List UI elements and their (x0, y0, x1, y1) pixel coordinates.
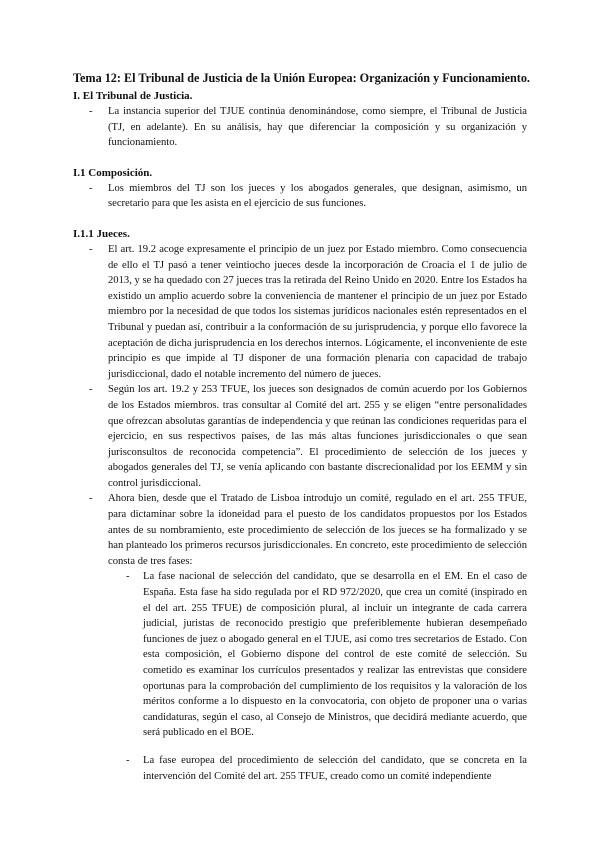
bullet-dash: - (89, 493, 93, 505)
sub-list-item (73, 753, 527, 784)
paragraph-text: La instancia superior del TJUE continúa denominándose, como siempre, el Tribunal de Justicia (TJ, en adelante). En su análisis, hay que diferenciar la composición y su organización y funcionamiento. (108, 106, 527, 149)
bullet-dash: - (89, 384, 93, 396)
list-item (73, 104, 527, 151)
paragraph-text: Ahora bien, desde que el Tratado de Lisboa introdujo un comité, regulado en el art. 255 TFUE, para dictaminar sobre la idoneidad para el puesto de los candidatos propuestos por los Estados antes de su nombramiento, este procedimiento de selección de los jueces se ha formalizado y se han planteado los primeros recursos jurisdiccionales. En concreto, este procedimiento de selección consta de tres fases: (108, 493, 527, 567)
list-item (73, 181, 527, 212)
bullet-dash: - (89, 106, 93, 117)
sub-list-item (73, 569, 527, 741)
paragraph-text: Según los art. 19.2 y 253 TFUE, los jueces son designados de común acuerdo por los Gobiernos de los Estados miembros. tras consultar al Comité del art. 255 y se eligen “entre personalidades que ofrezcan absolutas garantías de independencia y que reúnan las condiciones requeridas para el ejercicio, en sus respectivos países, de las más altas funciones jurisdiccionales o que sean jurisconsultos de reconocida competencia”. El procedimiento de selección de los jueces y abogados generales del TJ, se venía aplicando con bastante discrecionalidad por los EEMM y sin control jurisdiccional. (108, 384, 527, 489)
section-heading-composicion: I.1 Composición. (73, 166, 153, 179)
document-title: Tema 12: El Tribunal de Justicia de la Unión Europea: Organización y Funcionamiento. (73, 71, 530, 85)
paragraph-text: Los miembros del TJ son los jueces y los abogados generales, que designan, asimismo, un secretario para que les asista en el ejercicio de sus funciones. (108, 182, 527, 210)
paragraph-text: La fase nacional de selección del candidato, que se desarrolla en el EM. En el caso de España. Esta fase ha sido regulada por el RD 972/2020, que crea un comité (inspirado en el del art. 255 TFUE) de composición plural, al incluir un integrante de cada carrera judicial, juristas de reconocido prestigio que preferiblemente hubieran desempeñado funciones de juez o abogado general en el TJUE, así como tres secretarios de Estado. Con esta composición, el Gobierno dispone del control de este comité de selección. Su cometido es examinar los currículos presentados y realizar las entrevistas que considere oportunas para la comprobación del cumplimiento de los requisitos y la valoración de los méritos conforme a lo dispuesto en la convocatoria, con objeto de proponer una o varias candidaturas, según el caso, al Consejo de Ministros, que decidirá mediante acuerdo, que será publicado en el BOE. (143, 571, 527, 739)
list-item (73, 382, 527, 491)
section-heading-tribunal: I. El Tribunal de Justicia. (73, 90, 193, 102)
section-heading-jueces: I.1.1 Jueces. (73, 227, 130, 240)
bullet-dash: - (126, 571, 130, 583)
list-item (73, 242, 527, 382)
bullet-dash: - (126, 754, 130, 766)
bullet-dash: - (89, 243, 93, 255)
document-page (73, 70, 530, 784)
bullet-dash: - (89, 182, 93, 194)
list-item (73, 491, 527, 569)
paragraph-text: El art. 19.2 acoge expresamente el principio de un juez por Estado miembro. Como consecuencia de ello el TJ pasó a tener veintiocho jueces desde la incorporación de Croacia el 1 de julio de 2013, y se ha quedado con 27 jueces tras la retirada del Reino Unido en 2020. Entre los Estados ha existido un amplio acuerdo sobre la conveniencia de mantener el principio de un juez por Estado miembro por la necesidad de que todos los sistemas jurídicos nacionales estén representados en el Tribunal y puedan así, contribuir a la conformación de su jurisprudencia, y porque ello favorece la aceptación de dicha jurisprudencia en los derechos internos. Lógicamente, el inconveniente de este principio es que impide al TJ disponer de una formación plenaria con capacidad de trabajo jurisdiccional, dado el notable incremento del número de jueces. (108, 243, 527, 380)
paragraph-text: La fase europea del procedimiento de selección del candidato, que se concreta en la intervención del Comité del art. 255 TFUE, creado como un comité independiente (143, 754, 527, 782)
